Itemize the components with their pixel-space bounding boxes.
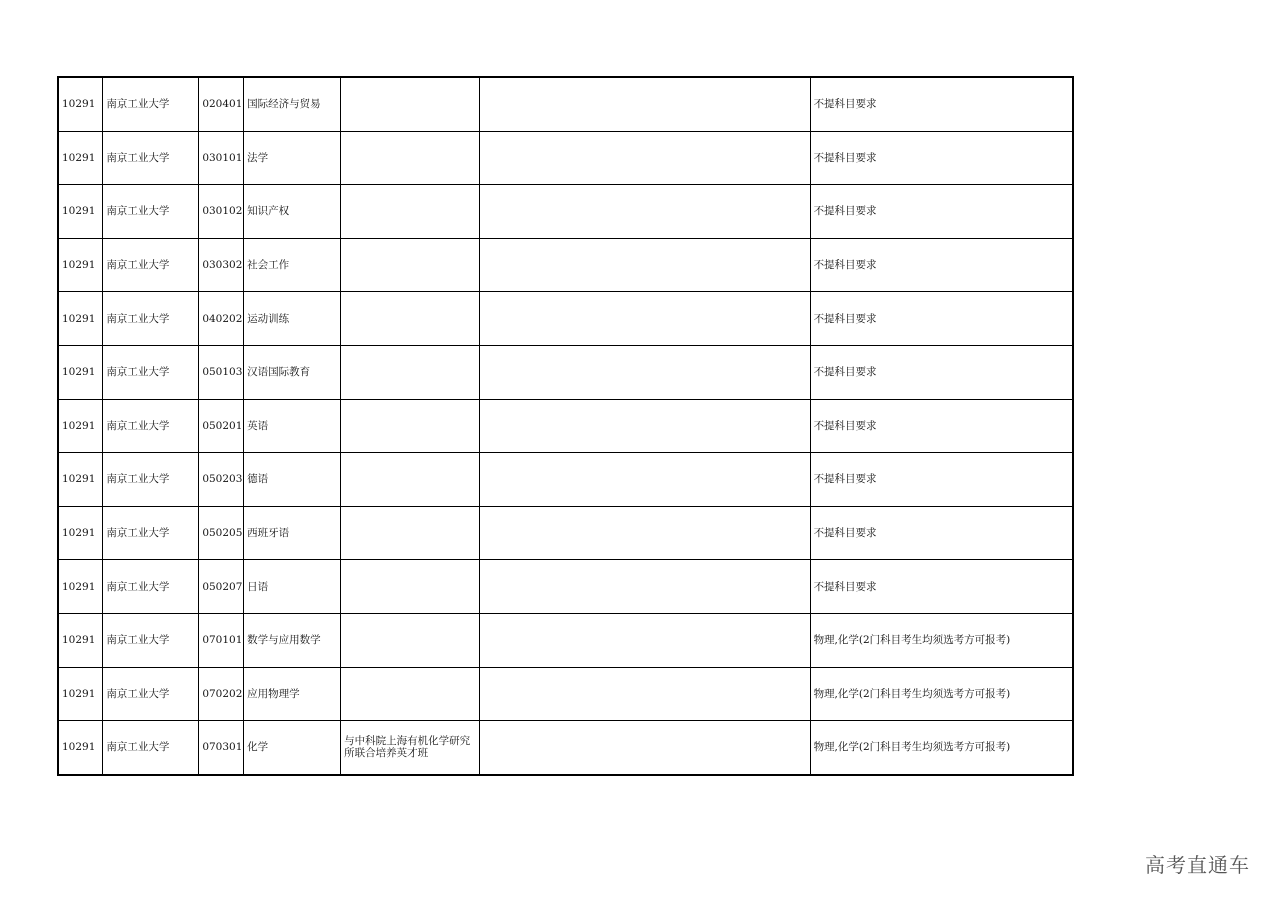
school-code-cell: 10291 — [58, 292, 103, 346]
requirement-cell: 不提科目要求 — [810, 77, 1073, 131]
table-row — [58, 238, 1073, 292]
major-name-cell: 西班牙语 — [244, 506, 341, 560]
school-name-cell: 南京工业大学 — [103, 667, 199, 721]
school-code-cell: 10291 — [58, 721, 103, 775]
major-name-cell: 运动训练 — [244, 292, 341, 346]
major-code-cell: 050103 — [199, 345, 244, 399]
school-code-cell: 10291 — [58, 667, 103, 721]
data-table — [57, 76, 1074, 776]
school-code-cell: 10291 — [58, 77, 103, 131]
extra-cell — [479, 131, 810, 185]
note-cell: 与中科院上海有机化学研究所联合培养英才班 — [341, 721, 480, 775]
extra-cell — [479, 185, 810, 239]
school-code-cell: 10291 — [58, 613, 103, 667]
extra-cell — [479, 238, 810, 292]
major-name-cell: 应用物理学 — [244, 667, 341, 721]
table-row — [58, 131, 1073, 185]
major-name-cell: 英语 — [244, 399, 341, 453]
major-name-cell: 社会工作 — [244, 238, 341, 292]
requirement-cell: 物理,化学(2门科目考生均须选考方可报考) — [810, 613, 1073, 667]
note-cell — [341, 345, 480, 399]
table-row — [58, 506, 1073, 560]
requirement-cell: 不提科目要求 — [810, 345, 1073, 399]
requirement-cell: 物理,化学(2门科目考生均须选考方可报考) — [810, 721, 1073, 775]
requirement-cell: 不提科目要求 — [810, 399, 1073, 453]
school-name-cell: 南京工业大学 — [103, 131, 199, 185]
school-name-cell: 南京工业大学 — [103, 185, 199, 239]
extra-cell — [479, 506, 810, 560]
watermark-text: 高考直通车 — [1145, 853, 1250, 877]
table-row — [58, 667, 1073, 721]
extra-cell — [479, 560, 810, 614]
note-cell — [341, 399, 480, 453]
school-name-cell: 南京工业大学 — [103, 506, 199, 560]
table-row — [58, 77, 1073, 131]
extra-cell — [479, 613, 810, 667]
major-code-cell: 030302 — [199, 238, 244, 292]
major-code-cell: 070101 — [199, 613, 244, 667]
table-row — [58, 560, 1073, 614]
major-code-cell: 050207 — [199, 560, 244, 614]
note-cell — [341, 560, 480, 614]
school-code-cell: 10291 — [58, 238, 103, 292]
school-name-cell: 南京工业大学 — [103, 721, 199, 775]
table-row — [58, 399, 1073, 453]
extra-cell — [479, 399, 810, 453]
major-code-cell: 070202 — [199, 667, 244, 721]
note-cell — [341, 667, 480, 721]
table-row — [58, 453, 1073, 507]
school-name-cell: 南京工业大学 — [103, 613, 199, 667]
major-name-cell: 国际经济与贸易 — [244, 77, 341, 131]
major-code-cell: 050203 — [199, 453, 244, 507]
table-row — [58, 721, 1073, 775]
school-code-cell: 10291 — [58, 560, 103, 614]
school-name-cell: 南京工业大学 — [103, 238, 199, 292]
school-code-cell: 10291 — [58, 131, 103, 185]
requirement-cell: 不提科目要求 — [810, 238, 1073, 292]
major-name-cell: 化学 — [244, 721, 341, 775]
major-code-cell: 040202 — [199, 292, 244, 346]
school-code-cell: 10291 — [58, 345, 103, 399]
note-cell — [341, 613, 480, 667]
school-name-cell: 南京工业大学 — [103, 399, 199, 453]
note-cell — [341, 238, 480, 292]
extra-cell — [479, 667, 810, 721]
major-code-cell: 030102 — [199, 185, 244, 239]
table-row — [58, 613, 1073, 667]
major-code-cell: 030101 — [199, 131, 244, 185]
table-row — [58, 185, 1073, 239]
school-code-cell: 10291 — [58, 453, 103, 507]
requirement-cell: 不提科目要求 — [810, 131, 1073, 185]
note-cell — [341, 292, 480, 346]
requirement-cell: 不提科目要求 — [810, 453, 1073, 507]
table-row — [58, 345, 1073, 399]
major-name-cell: 法学 — [244, 131, 341, 185]
major-code-cell: 050201 — [199, 399, 244, 453]
school-name-cell: 南京工业大学 — [103, 345, 199, 399]
requirement-cell: 不提科目要求 — [810, 506, 1073, 560]
requirement-cell: 不提科目要求 — [810, 292, 1073, 346]
requirement-cell: 不提科目要求 — [810, 185, 1073, 239]
table-row — [58, 292, 1073, 346]
school-code-cell: 10291 — [58, 399, 103, 453]
extra-cell — [479, 721, 810, 775]
extra-cell — [479, 345, 810, 399]
major-name-cell: 德语 — [244, 453, 341, 507]
extra-cell — [479, 77, 810, 131]
table-body — [58, 77, 1073, 775]
school-name-cell: 南京工业大学 — [103, 292, 199, 346]
school-name-cell: 南京工业大学 — [103, 77, 199, 131]
major-code-cell: 020401 — [199, 77, 244, 131]
note-cell — [341, 131, 480, 185]
extra-cell — [479, 453, 810, 507]
note-cell — [341, 506, 480, 560]
school-name-cell: 南京工业大学 — [103, 453, 199, 507]
major-name-cell: 汉语国际教育 — [244, 345, 341, 399]
school-code-cell: 10291 — [58, 506, 103, 560]
major-code-cell: 070301 — [199, 721, 244, 775]
major-name-cell: 日语 — [244, 560, 341, 614]
major-code-cell: 050205 — [199, 506, 244, 560]
extra-cell — [479, 292, 810, 346]
note-cell — [341, 77, 480, 131]
note-cell — [341, 185, 480, 239]
requirement-cell: 物理,化学(2门科目考生均须选考方可报考) — [810, 667, 1073, 721]
note-cell — [341, 453, 480, 507]
requirement-cell: 不提科目要求 — [810, 560, 1073, 614]
major-name-cell: 知识产权 — [244, 185, 341, 239]
major-name-cell: 数学与应用数学 — [244, 613, 341, 667]
school-name-cell: 南京工业大学 — [103, 560, 199, 614]
school-code-cell: 10291 — [58, 185, 103, 239]
